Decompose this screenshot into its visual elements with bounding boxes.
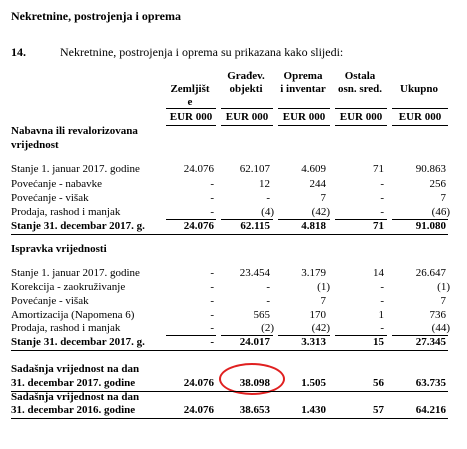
unit-line-bottom-4 [335,125,387,126]
s1-row-opening-equipment: 4.609 [301,163,326,175]
column-header-equipment [276,70,330,96]
net2017-label-line1: Sadašnja vrijednost na dan [11,363,140,375]
s2-bottom-line [11,350,448,351]
net2017-other: 56 [373,377,384,389]
unit-equipment: EUR 000 [282,111,326,123]
s2-row-rounding-label: Korekcija - zaokruživanje [11,281,126,293]
s1-row-disposals-total: (46) [431,206,450,218]
s1-total-total: 91.080 [415,220,446,232]
s2-row-disposals-equipment: (42) [311,322,330,334]
s2-row-surplus-other: - [380,295,384,307]
s2-row-depreciation-label: Amortizacija (Napomena 6) [11,309,135,321]
s2-row-surplus-buildings: - [266,295,270,307]
s1-total-other: 71 [373,220,384,232]
column-header-land-line2: Zemljišt [170,83,210,95]
unit-land: EUR 000 [169,111,213,123]
s1-row-surplus-other: - [380,192,384,204]
s1-row-disposals-buildings: (4) [261,206,274,218]
s1-row-opening-land: 24.076 [183,163,214,175]
unit-line-bottom-1 [166,125,216,126]
s2-total-land: - [210,336,214,348]
s2-total-other: 15 [373,336,384,348]
s2-row-opening-other: 14 [373,267,384,279]
s1-row-opening-label: Stanje 1. januar 2017. godine [11,163,140,175]
unit-line-bottom-5 [392,125,448,126]
s2-row-depreciation-total: 736 [429,309,446,321]
section1-title-line2: vrijednost [11,139,59,151]
s2-row-disposals-other: - [380,322,384,334]
column-header-other-line1: Ostala [344,70,376,82]
unit-line-bottom-3 [278,125,330,126]
s1-row-opening-buildings: 62.107 [239,163,270,175]
s1-row-surplus-land: - [210,192,214,204]
s1-row-purchases-equipment: 244 [309,178,326,190]
unit-total: EUR 000 [398,111,442,123]
s2-row-opening-buildings: 23.454 [239,267,270,279]
s1-total-equipment: 4.818 [301,220,326,232]
net2017-equipment: 1.505 [301,377,326,389]
column-header-land [166,83,214,109]
s2-row-depreciation-equipment: 170 [309,309,326,321]
s1-row-surplus-buildings: - [266,192,270,204]
note-number: 14. [11,45,26,59]
s1-row-purchases-buildings: 12 [259,178,270,190]
s1-bottom-line [11,234,448,235]
s2-row-rounding-equipment: (1) [317,281,330,293]
s1-row-surplus-equipment: 7 [320,192,326,204]
column-header-other [331,70,389,96]
s2-row-depreciation-land: - [210,309,214,321]
column-header-other-line2: osn. sred. [337,83,383,95]
s1-row-purchases-land: - [210,178,214,190]
s2-row-opening-label: Stanje 1. januar 2017. godine [11,267,140,279]
s2-row-surplus-total: 7 [440,295,446,307]
s2-row-disposals-total: (44) [431,322,450,334]
net2016-label-line2: 31. decembar 2016. godine [11,404,136,416]
s2-row-opening-land: - [210,267,214,279]
section1-title-line1: Nabavna ili revalorizovana [11,125,138,137]
s2-total-buildings: 24.017 [239,336,270,348]
column-header-buildings-line2: objekti [229,83,263,95]
unit-line-top-5 [392,108,448,109]
column-header-total-line2: Ukupno [400,83,438,95]
net2016-label-line1: Sadašnja vrijednost na dan [11,391,140,403]
s1-row-surplus-total: 7 [440,192,446,204]
s1-row-disposals-other: - [380,206,384,218]
s1-row-disposals-equipment: (42) [311,206,330,218]
net2016-bottom-line [11,418,448,419]
s2-row-depreciation-buildings: 565 [253,309,270,321]
s2-row-depreciation-other: 1 [378,309,384,321]
column-header-equipment-line2: i inventar [280,83,326,95]
s2-row-surplus-land: - [210,295,214,307]
column-header-buildings [219,70,273,96]
net2016-land: 24.076 [183,404,214,416]
net2017-land: 24.076 [183,377,214,389]
unit-other: EUR 000 [339,111,383,123]
s1-row-opening-other: 71 [373,163,384,175]
unit-line-top-3 [278,108,330,109]
s1-row-purchases-total: 256 [429,178,446,190]
unit-line-top-1 [166,108,216,109]
net2016-total: 64.216 [415,404,446,416]
s1-row-opening-total: 90.863 [415,163,446,175]
column-header-total [390,83,448,96]
unit-line-top-4 [335,108,387,109]
net2017-buildings: 38.098 [239,377,270,389]
s1-row-disposals-land: - [210,206,214,218]
s2-total-equipment: 3.313 [301,336,326,348]
s2-total-total: 27.345 [415,336,446,348]
s2-row-disposals-land: - [210,322,214,334]
s1-row-disposals-label: Prodaja, rashod i manjak [11,206,121,218]
s2-row-rounding-buildings: - [266,281,270,293]
s1-row-purchases-other: - [380,178,384,190]
column-header-buildings-line1: Građev. [227,70,265,82]
s1-total-land: 24.076 [183,220,214,232]
s1-total-buildings: 62.115 [240,220,270,232]
s2-row-surplus-label: Povećanje - višak [11,295,89,307]
net2016-equipment: 1.430 [301,404,326,416]
s1-row-surplus-label: Povećanje - višak [11,192,89,204]
note-text: Nekretnine, postrojenja i oprema su prikazana kako slijedi: [60,45,344,59]
unit-line-bottom-2 [221,125,273,126]
s2-row-disposals-label: Prodaja, rashod i manjak [11,322,121,334]
s2-row-rounding-total: (1) [437,281,450,293]
s2-row-surplus-equipment: 7 [320,295,326,307]
column-header-equipment-line1: Oprema [283,70,323,82]
section2-title: Ispravka vrijednosti [11,243,107,255]
column-header-land-line3: e [187,96,193,108]
s2-row-opening-total: 26.647 [415,267,446,279]
net2016-other: 57 [373,404,384,416]
unit-buildings: EUR 000 [225,111,269,123]
net2017-total: 63.735 [415,377,446,389]
s1-row-purchases-label: Povećanje - nabavke [11,178,103,190]
s2-row-rounding-other: - [380,281,384,293]
s1-total-label: Stanje 31. decembar 2017. g. [11,220,145,232]
s2-total-label: Stanje 31. decembar 2017. g. [11,336,145,348]
unit-line-top-2 [221,108,273,109]
net2016-buildings: 38.653 [239,404,270,416]
section-header: Nekretnine, postrojenja i oprema [11,9,181,23]
s2-row-rounding-land: - [210,281,214,293]
net2017-label-line2: 31. decembar 2017. godine [11,377,136,389]
s2-row-opening-equipment: 3.179 [301,267,326,279]
s2-row-disposals-buildings: (2) [261,322,274,334]
